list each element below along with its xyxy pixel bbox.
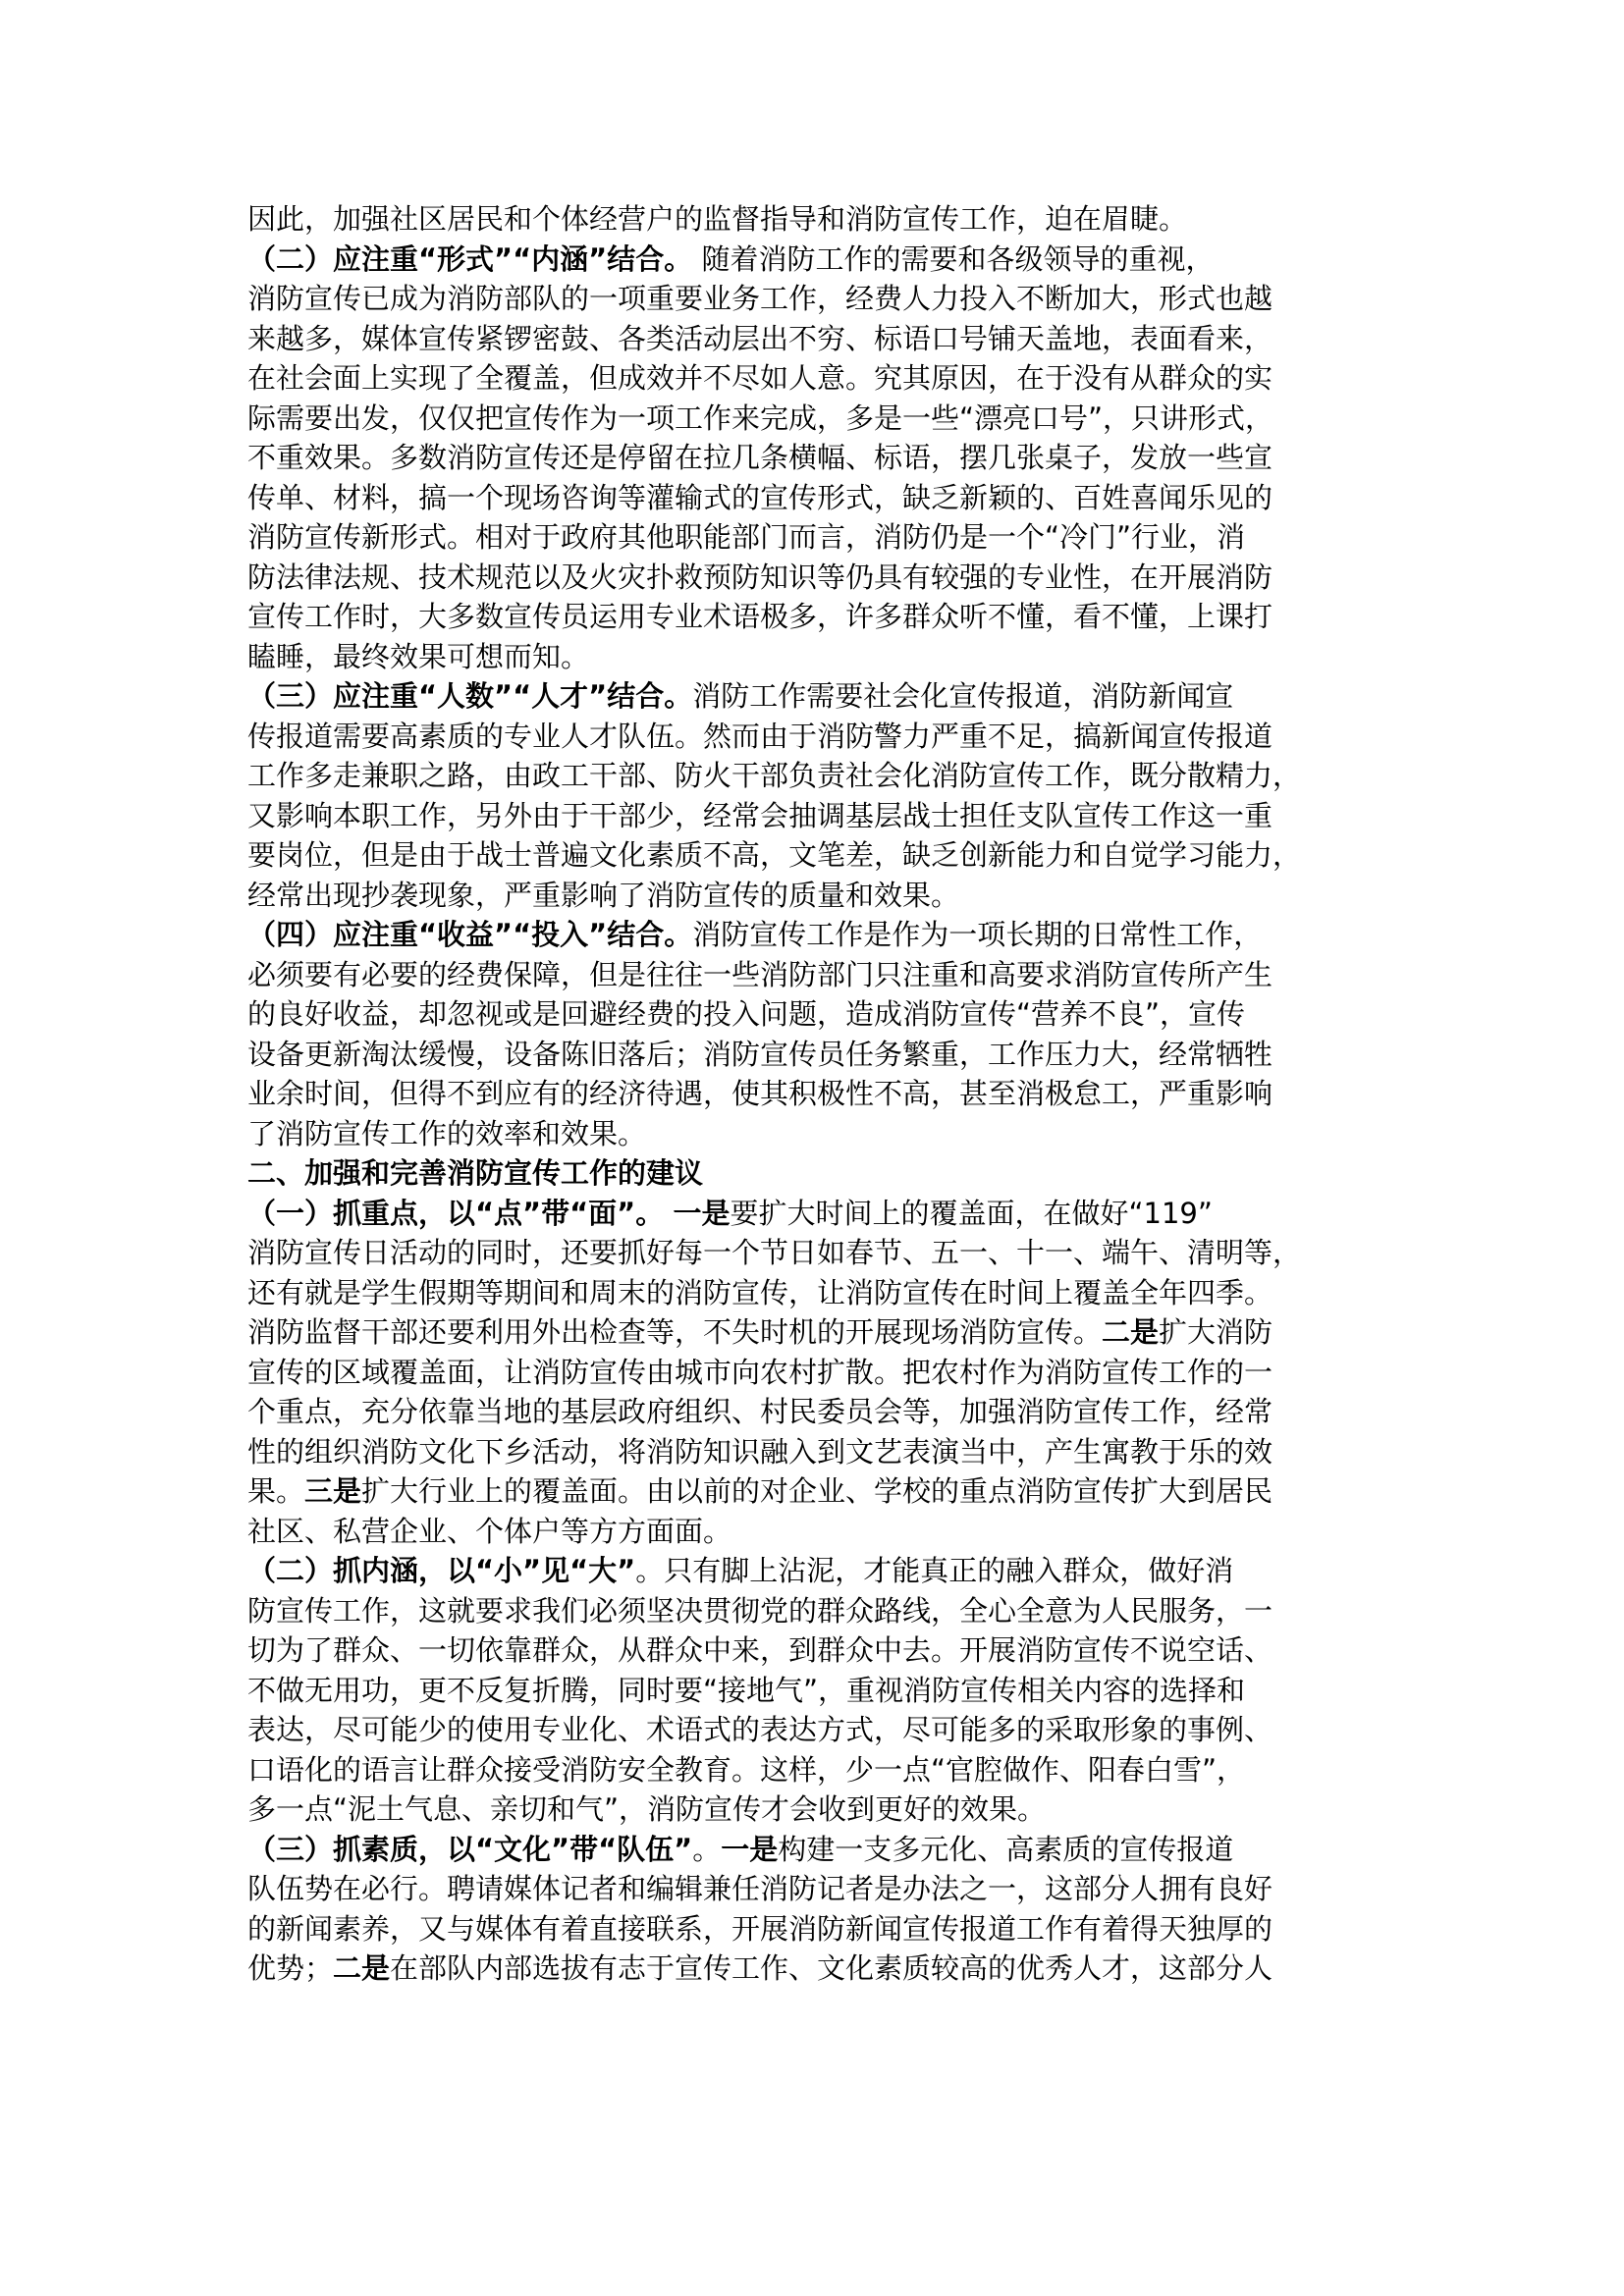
text-segment: 不重效果。多数消防宣传还是停留在拉几条横幅、标语，摆几张桌子，发放一些宣 [247,441,1273,474]
text-line [247,478,1386,518]
text-segment: 。 [692,1832,722,1866]
text-line [247,1512,1386,1552]
text-segment: 际需要出发，仅仅把宣传作为一项工作来完成，多是一些“漂亮口号”，只讲形式， [247,400,1274,435]
text-line [247,1074,1386,1114]
text-segment: 要岗位，但是由于战士普遍文化素质不高，文笔差，缺乏创新能力和自觉学习能力， [247,838,1302,872]
text-line [247,319,1386,359]
text-line [247,1114,1386,1154]
text-line [247,279,1386,319]
bold-text-segment: 二、加强和完善消防宣传工作的建议 [247,1156,704,1190]
text-line [247,756,1386,796]
text-line [247,438,1386,478]
text-line [247,1630,1386,1671]
text-segment: 扩大行业上的覆盖面。由以前的对企业、学校的重点消防宣传扩大到居民 [361,1474,1273,1508]
text-line [247,1432,1386,1472]
text-line [247,240,1386,280]
text-segment: 队伍势在必行。聘请媒体记者和编辑兼任消防记者是办法之一，这部分人拥有良好 [247,1872,1273,1905]
text-segment: 构建一支多元化、高素质的宣传报道 [778,1832,1234,1866]
text-line [247,1869,1386,1909]
text-segment: 工作多走兼职之路，由政工干部、防火干部负责社会化消防宣传工作，既分散精力， [247,759,1302,792]
text-line [247,1949,1386,1989]
text-segment: 来越多，媒体宣传紧锣密鼓、各类活动层出不穷、标语口号铺天盖地，表面看来， [247,321,1273,355]
text-segment: 在社会面上实现了全覆盖，但成效并不尽如人意。究其原因，在于没有从群众的实 [247,361,1273,395]
text-line [247,955,1386,995]
text-segment: 口语化的语言让群众接受消防安全教育。这样，少一点“官腔做作、阳春白雪”， [247,1752,1246,1787]
bold-text-segment: 二是 [333,1951,391,1985]
text-line [247,915,1386,955]
text-segment: 传报道需要高素质的专业人才队伍。然而由于消防警力严重不足，搞新闻宣传报道 [247,719,1273,753]
bold-text-segment: 一是 [673,1196,731,1230]
text-line [247,358,1386,399]
text-segment: 必须要有必要的经费保障，但是往往一些消防部门只注重和高要求消防宣传所产生 [247,957,1273,991]
text-segment: 在部队内部选拔有志于宣传工作、文化素质较高的优秀人才，这部分人 [390,1951,1273,1985]
bold-text-segment: （三）抓素质，以“文化”带“队伍” [247,1832,693,1866]
text-line [247,517,1386,558]
text-line [247,1153,1386,1194]
document-page [247,199,1386,1989]
text-line [247,1035,1386,1075]
text-line [247,1909,1386,1949]
text-segment: 设备更新淘汰缓慢，设备陈旧落后；消防宣传员任务繁重，工作压力大，经常牺牲 [247,1037,1273,1071]
text-line [247,1273,1386,1313]
text-segment: 又影响本职工作，另外由于干部少，经常会抽调基层战士担任支队宣传工作这一重 [247,798,1273,832]
text-line [247,796,1386,836]
text-segment: 切为了群众、一切依靠群众，从群众中来，到群众中去。开展消防宣传不说空话、 [247,1633,1273,1667]
text-line [247,876,1386,916]
text-line [247,399,1386,439]
text-segment: 还有就是学生假期等期间和周末的消防宣传，让消防宣传在时间上覆盖全年四季。 [247,1275,1273,1309]
text-segment: 宣传的区域覆盖面，让消防宣传由城市向农村扩散。把农村作为消防宣传工作的一 [247,1355,1273,1389]
text-segment: 。只有脚上沾泥，才能真正的融入群众，做好消 [635,1554,1234,1587]
text-segment: 要扩大时间上的覆盖面，在做好“119” [730,1196,1213,1230]
text-line [247,1830,1386,1870]
text-line [247,637,1386,677]
text-segment: 传单、材料，搞一个现场咨询等灌输式的宣传形式，缺乏新颖的、百姓喜闻乐见的 [247,480,1273,514]
bold-text-segment: （一）抓重点，以“点”带“面”。 [247,1196,665,1230]
text-segment: 因此，加强社区居民和个体经营户的监督指导和消防宣传工作，迫在眉睫。 [247,202,1188,236]
text-line [247,1671,1386,1711]
text-segment: 了消防宣传工作的效率和效果。 [247,1116,647,1150]
bold-text-segment: （二）抓内涵，以“小”见“大” [247,1554,636,1587]
text-segment: 性的组织消防文化下乡活动，将消防知识融入到文艺表演当中，产生寓教于乐的效 [247,1434,1273,1468]
text-line [247,1710,1386,1750]
text-segment: 消防监督干部还要利用外出检查等，不失时机的开展现场消防宣传。 [247,1315,1103,1349]
text-line [247,717,1386,757]
bold-text-segment: 三是 [304,1474,362,1508]
text-segment: 消防宣传已成为消防部队的一项重要业务工作，经费人力投入不断加大，形式也越 [247,282,1273,315]
text-segment: 扩大消防 [1159,1315,1273,1349]
text-segment: 消防工作需要社会化宣传报道，消防新闻宣 [692,679,1234,713]
text-segment: 消防宣传工作是作为一项长期的日常性工作， [692,918,1263,951]
text-segment: 消防宣传新形式。相对于政府其他职能部门而言，消防仍是一个“冷门”行业，消 [247,520,1246,554]
text-segment: 瞌睡，最终效果可想而知。 [247,639,590,673]
text-line [247,1789,1386,1830]
text-segment: 果。 [247,1474,305,1508]
text-segment: 防宣传工作，这就要求我们必须坚决贯彻党的群众路线，全心全意为人民服务，一 [247,1593,1273,1628]
text-line [247,1551,1386,1591]
text-segment: 优势； [247,1951,334,1985]
bold-text-segment: （四）应注重“收益”“投入”结合。 [247,918,693,951]
text-segment: 社区、私营企业、个体户等方方面面。 [247,1514,732,1548]
bold-text-segment: 一是 [721,1832,779,1866]
text-line [247,994,1386,1035]
bold-text-segment: 二是 [1102,1315,1160,1349]
text-segment: 消防宣传日活动的同时，还要抓好每一个节日如春节、五一、十一、端午、清明等， [247,1236,1302,1269]
text-segment: 的良好收益，却忽视或是回避经费的投入问题，造成消防宣传“营养不良”，宣传 [247,997,1246,1031]
text-line [247,1471,1386,1512]
bold-text-segment: （三）应注重“人数”“人才”结合。 [247,679,693,713]
text-segment: 的新闻素养，又与媒体有着直接联系，开展消防新闻宣传报道工作有着得天独厚的 [247,1911,1273,1946]
text-line [247,597,1386,637]
text-line [247,835,1386,876]
text-line [247,1353,1386,1393]
text-segment: 经常出现抄袭现象，严重影响了消防宣传的质量和效果。 [247,878,960,912]
text-segment: 宣传工作时，大多数宣传员运用专业术语极多，许多群众听不懂，看不懂，上课打 [247,600,1273,633]
text-line [247,1392,1386,1432]
text-line [247,1750,1386,1790]
text-segment: 防法律法规、技术规范以及火灾扑救预防知识等仍具有较强的专业性，在开展消防 [247,560,1273,594]
text-line [247,1194,1386,1234]
text-segment: 多一点“泥土气息、亲切和气”，消防宣传才会收到更好的效果。 [247,1792,1047,1826]
bold-text-segment: （二）应注重“形式”“内涵”结合。 [247,241,693,276]
text-line [247,1312,1386,1353]
text-line [247,676,1386,717]
text-segment: 表达，尽可能少的使用专业化、术语式的表达方式，尽可能多的采取形象的事例、 [247,1713,1273,1746]
text-segment: 个重点，充分依靠当地的基层政府组织、村民委员会等，加强消防宣传工作，经常 [247,1395,1273,1428]
text-segment: 不做无用功，更不反复折腾，同时要“接地气”，重视消防宣传相关内容的选择和 [247,1673,1246,1707]
text-line [247,558,1386,598]
text-segment: 随着消防工作的需要和各级领导的重视， [692,241,1215,276]
text-line [247,199,1386,240]
text-segment: 业余时间，但得不到应有的经济待遇，使其积极性不高，甚至消极怠工，严重影响 [247,1077,1273,1110]
text-line [247,1591,1386,1631]
text-line [247,1233,1386,1273]
